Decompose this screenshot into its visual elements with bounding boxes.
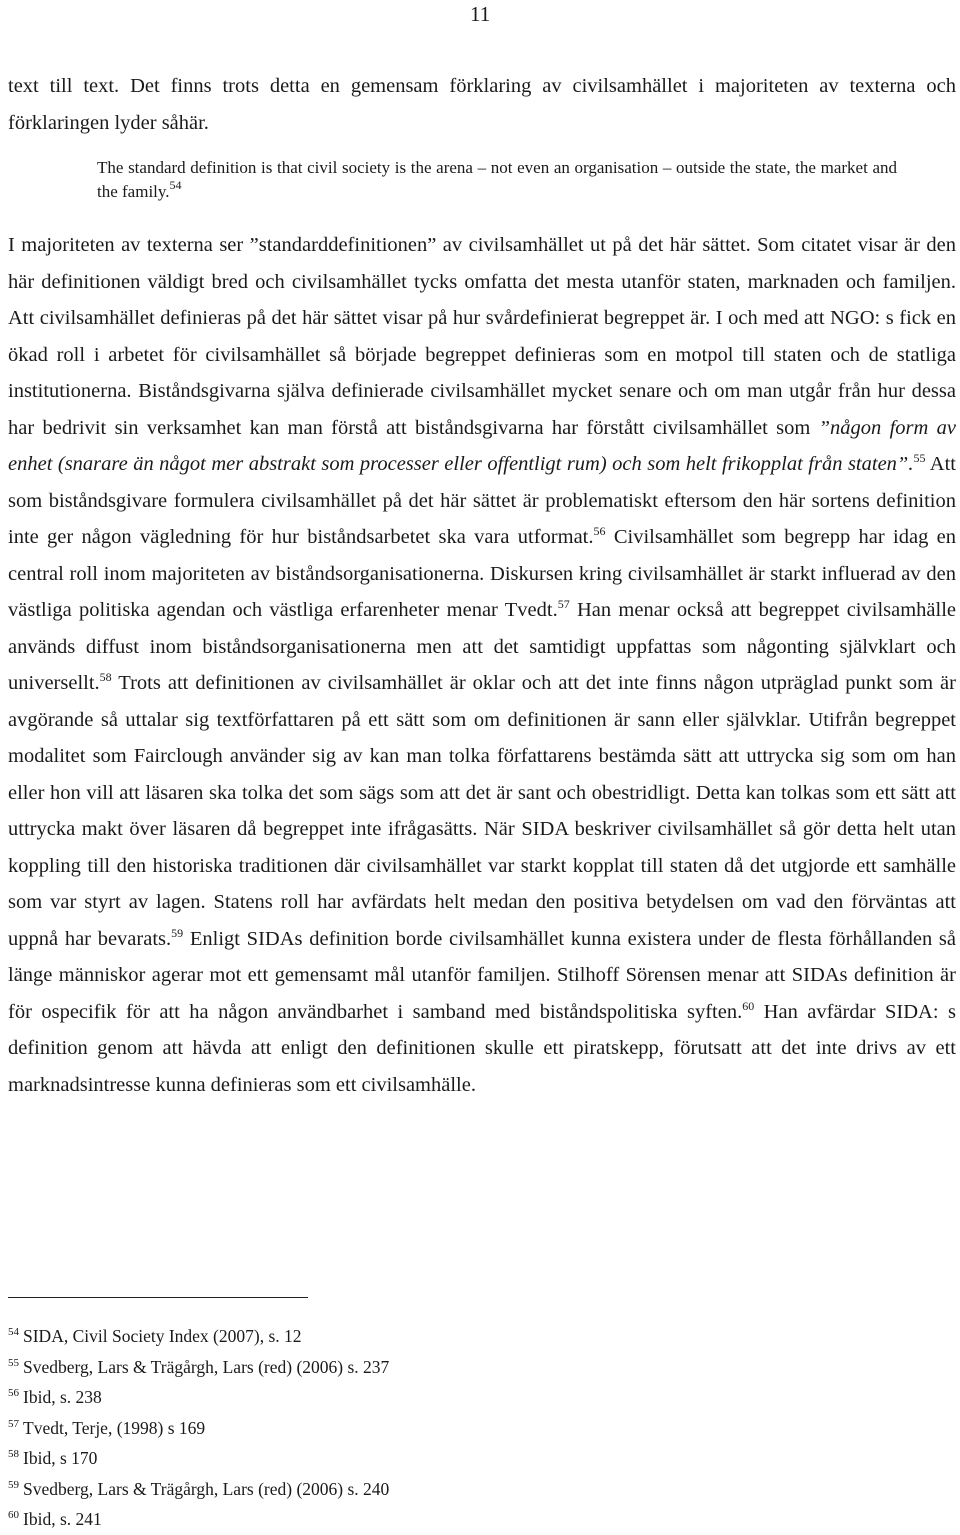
- footnote-text: Ibid, s. 241: [23, 1509, 102, 1529]
- main-text-2: Att som biståndsgivare formulera civilsamhället på det här sättet är problematiskt eftersom den här sortens definition inte ger någon vägledning för hur biståndsarbetet ska vara utformat.: [8, 453, 956, 548]
- footnote-ref-58: 58: [99, 670, 112, 684]
- footnote-number: 59: [8, 1478, 19, 1491]
- main-text-5: Trots att definitionen av civilsamhället är oklar och att det inte finns någon utpräglad punkt som är avgörande så uttalar sig textförfattaren på ett sätt som om definitionen är sann eller självklar. Utifrån begreppet modalitet som Fairclough använder sig av kan man tolka författarens bestämda sätt att uttrycka sig som om han eller hon vill att läsaren ska tolka det som sägs som att det är sant och obestridligt. Detta kan tolkas som ett sätt att uttrycka makt över läsaren då begreppet inte ifrågasätts. När SIDA beskriver civilsamhället så gör detta helt utan koppling till den historiska traditionen där civilsamhället var starkt kopplat till staten då det utgjorde ett samhälle som var styrt av lagen. Statens roll har avfärdats helt medan den positiva betydelsen om vad den förväntas att uppnå har bevarats.: [8, 672, 956, 950]
- footnote: [8, 1474, 908, 1505]
- footnote-number: 60: [8, 1509, 19, 1521]
- footnote-number: 58: [8, 1448, 19, 1460]
- italic-quote: ”någon form av enhet (snarare än något mer abstrakt som processer eller offentligt rum) och som helt frikopplat från staten”.: [8, 416, 956, 475]
- footnote-text: Tvedt, Terje, (1998) s 169: [23, 1417, 206, 1438]
- footnote-ref-60: 60: [742, 998, 755, 1013]
- main-text-4: Han menar också att begreppet civilsamhälle används diffust inom biståndsorganisationerna men att det samtidigt uppfattas som någonting självklart och universellt.: [8, 599, 956, 694]
- footnote-text: Svedberg, Lars & Trägårgh, Lars (red) (2006) s. 240: [23, 1478, 390, 1499]
- footnotes: [8, 1321, 908, 1535]
- block-quote: [97, 156, 897, 204]
- footnote-text: SIDA, Civil Society Index (2007), s. 12: [23, 1326, 302, 1346]
- main-text-7: Han avfärdar SIDA: s definition genom att hävda att enligt den definitionen skulle ett piratskepp, förutsatt att det inte drivs av ett marknadsintresse kunna definieras som ett civilsamhälle.: [8, 1000, 956, 1096]
- main-text-3: Civilsamhället som begrepp har idag en central roll inom majoriteten av biståndsorganisationerna. Diskursen kring civilsamhället är starkt influerad av den västliga politiska agendan och västliga erfarenheter menar Tvedt.: [8, 526, 957, 621]
- paragraph-main: [8, 227, 956, 1103]
- footnote-text: Svedberg, Lars & Trägårgh, Lars (red) (2006) s. 237: [23, 1356, 390, 1377]
- footnote-text: Ibid, s. 238: [23, 1387, 102, 1407]
- footnote: [8, 1321, 908, 1352]
- footnote-separator: [8, 1297, 308, 1298]
- footnote-ref-55: 55: [913, 451, 926, 465]
- footnote-ref-59: 59: [171, 925, 184, 940]
- footnote: [8, 1382, 908, 1413]
- page-number: 11: [470, 2, 491, 26]
- main-text-1: I majoriteten av texterna ser ”standarddefinitionen” av civilsamhället ut på det här sättet. Som citatet visar är den här definitionen väldigt bred och civilsamhället tycks omfatta det mesta utanför staten, marknaden och familjen. Att civilsamhället definieras på det här sättet visar på hur svårdefinierat begreppet är. I och med att NGO: s fick en ökad roll i arbetet för civilsamhället så började begreppet definieras som en motpol till staten och de statliga institutionerna. Biståndsgivarna själva definierade civilsamhället mycket senare och om man utgår från hur dessa har bedrivit sin verksamhet kan man förstå att biståndsgivarna har förstått civilsamhället som: [8, 234, 956, 439]
- quote-text: The standard definition is that civil society is the arena – not even an organisation – outside the state, the market and the family.: [97, 158, 897, 201]
- footnote: [8, 1352, 908, 1383]
- footnote-ref-57: 57: [557, 597, 570, 611]
- footnote: [8, 1443, 908, 1474]
- footnote: [8, 1413, 908, 1444]
- footnote-ref-56: 56: [593, 524, 606, 538]
- footnote-number: 54: [8, 1326, 19, 1338]
- paragraph-intro: text till text. Det finns trots detta en gemensam förklaring av civilsamhället i majoriteten av texterna och förklaringen lyder såhär.: [8, 75, 956, 134]
- footnote-number: 57: [8, 1417, 19, 1430]
- footnote-number: 55: [8, 1356, 19, 1369]
- footnote-text: Ibid, s 170: [23, 1448, 98, 1468]
- footnote-ref-54: 54: [169, 178, 182, 192]
- main-text-6: Enligt SIDAs definition borde civilsamhället kunna existera under de flesta förhållanden så länge människor agerar mot ett gemensamt mål utanför familjen. Stilhoff Sörensen menar att SIDAs definition är för ospecifik för att ha någon användbarhet i samband med biståndspolitiska syften.: [8, 927, 956, 1023]
- footnote-number: 56: [8, 1387, 19, 1399]
